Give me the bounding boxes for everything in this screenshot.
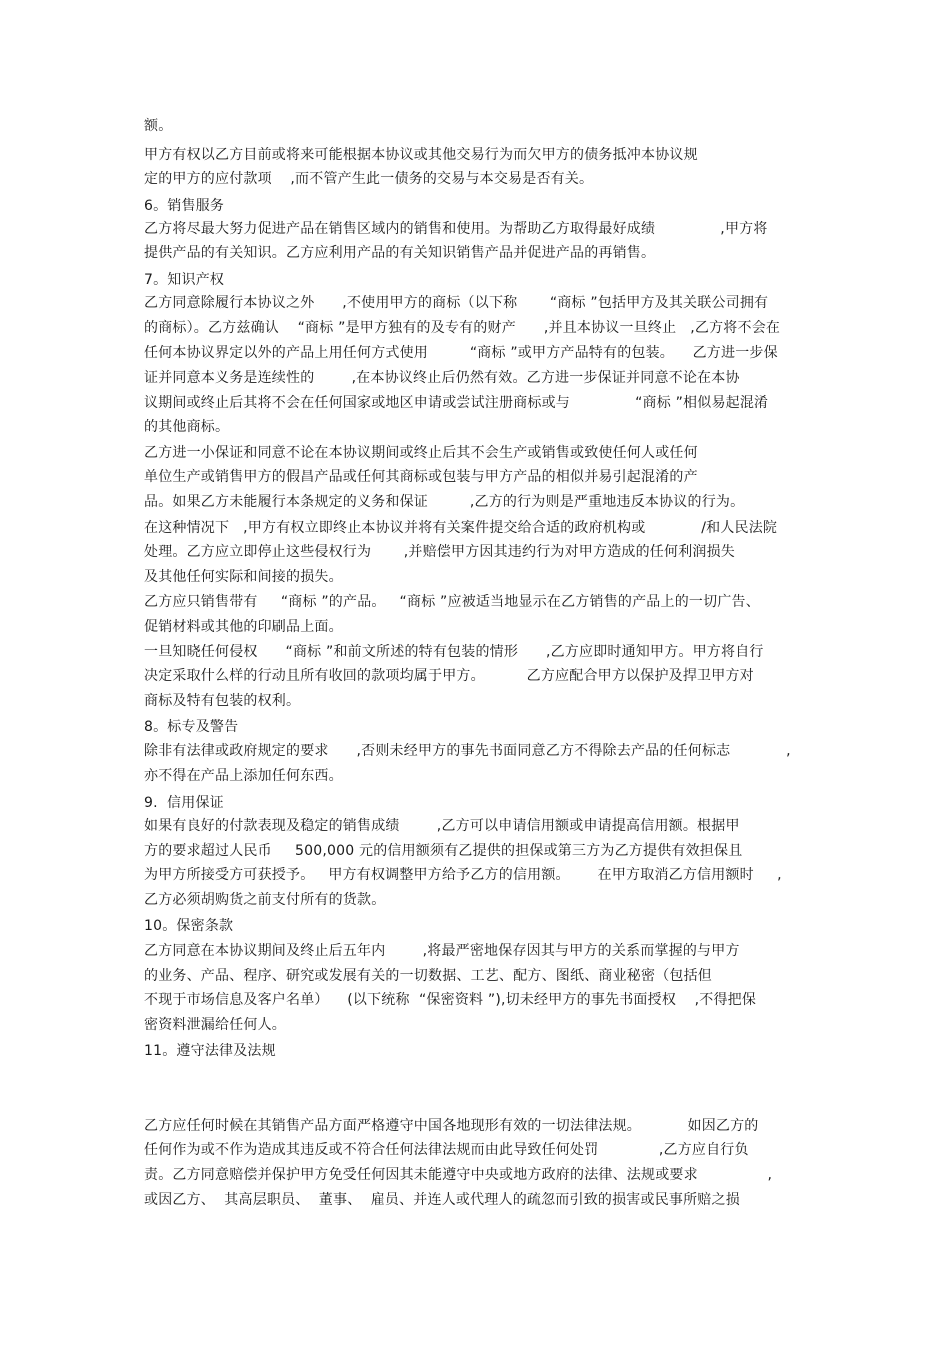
text-line: 一旦知晓任何侵权 “商标 ”和前文所述的特有包装的情形 ,乙方应即时通知甲方。甲方将自行	[144, 644, 764, 660]
text-line: 证并同意本义务是连续性的 ,在本协议终止后仍然有效。乙方进一步保证并同意不论在本协	[144, 370, 740, 386]
text-line: 如果有良好的付款表现及稳定的销售成绩 ,乙方可以申请信用额或申请提高信用额。根据甲	[144, 818, 740, 834]
text-line: 乙方进一小保证和同意不论在本协议期间或终止后其不会生产或销售或致使任何人或任何	[144, 445, 698, 461]
text-line: 亦不得在产品上添加任何东西。	[144, 768, 343, 784]
text-line: 乙方应任何时候在其销售产品方面严格遵守中国各地现形有效的一切法律法规。 如因乙方的	[144, 1118, 759, 1134]
section-heading: 6。销售服务	[144, 198, 225, 214]
text-line: 额。	[144, 118, 173, 134]
text-line: 任何本协议界定以外的产品上用任何方式使用 “商标 ”或甲方产品特有的包装。 乙方进一步保	[144, 345, 778, 361]
text-line: 或因乙方、 其高层职员、 董事、 雇员、并连人或代理人的疏忽而引致的损害或民事所赔之损	[144, 1192, 740, 1208]
text-line: 乙方同意在本协议期间及终止后五年内 ,将最严密地保存因其与甲方的关系而掌握的与甲方	[144, 943, 740, 959]
text-line: 乙方将尽最大努力促进产品在销售区域内的销售和使用。为帮助乙方取得最好成绩 ,甲方将	[144, 221, 768, 237]
section-heading: 9. 信用保证	[144, 795, 224, 811]
text-line: 任何作为或不作为造成其违反或不符合任何法律法规而由此导致任何处罚 ,乙方应自行负	[144, 1142, 749, 1158]
text-line: 商标及特有包装的权利。	[144, 693, 301, 709]
text-line: 的业务、产品、程序、研究或发展有关的一切数据、工艺、配方、图纸、商业秘密（包括但	[144, 968, 712, 984]
text-line: 议期间或终止后其将不会在任何国家或地区申请或尝试注册商标或与 “商标 ”相似易起混淆	[144, 395, 769, 411]
text-line: 乙方应只销售带有 “商标 ”的产品。 “商标 ”应被适当地显示在乙方销售的产品上的一切广告、	[144, 594, 760, 610]
text-line: 责。乙方同意赔偿并保护甲方免受任何因其未能遵守中央或地方政府的法律、法规或要求 ,	[144, 1167, 773, 1183]
text-line: 品。如果乙方未能履行本条规定的义务和保证 ,乙方的行为则是严重地违反本协议的行为。	[144, 494, 745, 510]
text-line: 在这种情况下 ,甲方有权立即终止本协议并将有关案件提交给合适的政府机构或 /和人民法院	[144, 520, 778, 536]
text-line: 及其他任何实际和间接的损失。	[144, 569, 343, 585]
text-line: 除非有法律或政府规定的要求 ,否则未经甲方的事先书面同意乙方不得除去产品的任何标志 ,	[144, 743, 791, 759]
section-heading: 10。保密条款	[144, 918, 234, 934]
text-line: 的商标）。乙方兹确认 “商标 ”是甲方独有的及专有的财产 ,并且本协议一旦终止 ,乙方将不会在	[144, 320, 781, 336]
text-line: 密资料泄漏给任何人。	[144, 1017, 286, 1033]
text-line: 处理。乙方应立即停止这些侵权行为 ,并赔偿甲方因其违约行为对甲方造成的任何利润损失	[144, 544, 735, 560]
text-line: 定的甲方的应付款项 ,而不管产生此一债务的交易与本交易是否有关。	[144, 171, 594, 187]
text-line: 为甲方所接受方可获授予。 甲方有权调整甲方给予乙方的信用额。 在甲方取消乙方信用额时 ,	[144, 867, 782, 883]
text-line: 提供产品的有关知识。乙方应利用产品的有关知识销售产品并促进产品的再销售。	[144, 245, 656, 261]
section-heading: 11。遵守法律及法规	[144, 1043, 276, 1059]
text-line: 乙方必须胡购货之前支付所有的货款。	[144, 892, 386, 908]
text-line: 乙方同意除履行本协议之外 ,不使用甲方的商标（以下称 “商标 ”包括甲方及其关联公司拥有	[144, 295, 769, 311]
section-heading: 7。知识产权	[144, 272, 225, 288]
text-line: 单位生产或销售甲方的假昌产品或任何其商标或包装与甲方产品的相似并易引起混淆的产	[144, 469, 698, 485]
text-line: 的其他商标。	[144, 419, 230, 435]
section-heading: 8。标专及警告	[144, 719, 239, 735]
text-line: 决定采取什么样的行动且所有收回的款项均属于甲方。 乙方应配合甲方以保护及捍卫甲方对	[144, 668, 754, 684]
text-line: 促销材料或其他的印刷品上面。	[144, 619, 343, 635]
text-line: 甲方有权以乙方目前或将来可能根据本协议或其他交易行为而欠甲方的债务抵冲本协议规	[144, 147, 698, 163]
text-line: 不现于市场信息及客户名单） (以下统称 “保密资料 ”),切未经甲方的事先书面授权 ,不得把保	[144, 992, 757, 1008]
text-line: 方的要求超过人民币 500,000 元的信用额须有乙提供的担保或第三方为乙方提供有效担保且	[144, 843, 743, 859]
